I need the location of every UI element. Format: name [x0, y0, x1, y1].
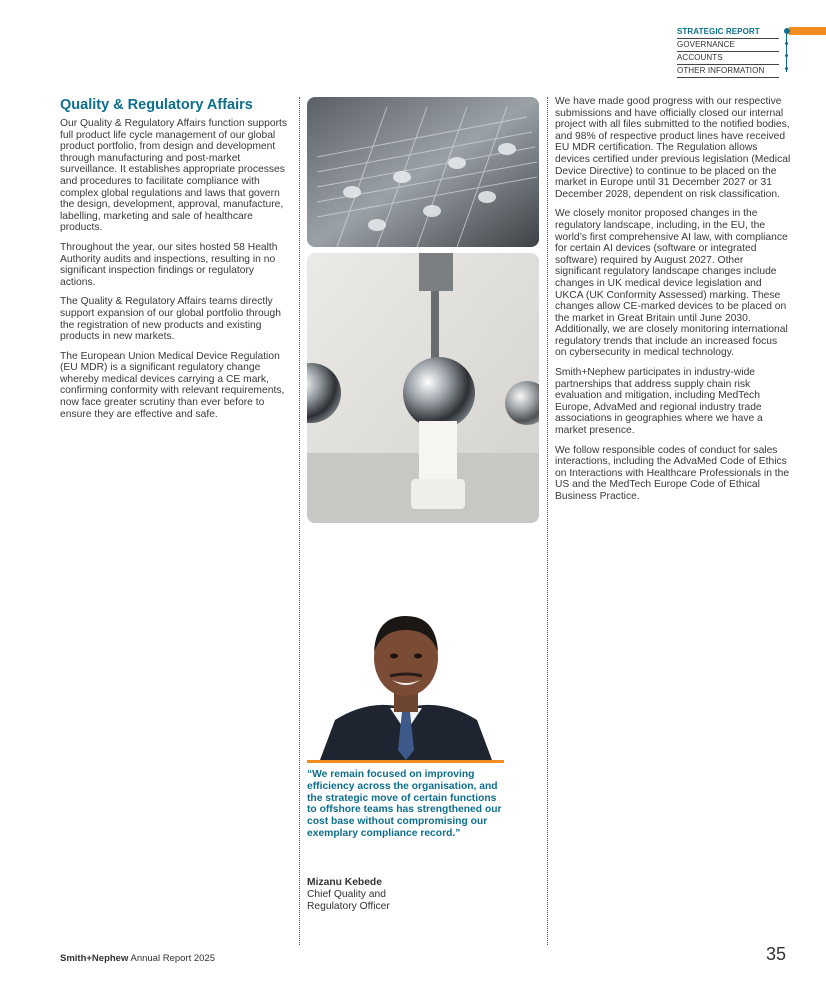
page-number: 35: [765, 944, 786, 964]
quote-attribution: [307, 877, 507, 912]
paragraph: We closely monitor proposed changes in the regulatory landscape, including, in the EU, the world’s first comprehensive AI law, with compliance for certain AI devices (software or integrated software) required by August 2027. Other significant regulatory landscape changes include changes in UK medical device legislation and UKCA (UK Conformity Assessed) marking. These changes allow CE-marked devices to be placed on the market in Great Britain until June 2030. Additionally, we are closely monitoring international regulatory trends that include an increased focus on cybersecurity in medical technology.: [555, 208, 788, 359]
nav-indicator-dot-active: [784, 28, 790, 34]
nav-accounts[interactable]: ACCOUNTS: [677, 52, 779, 65]
column-divider: [299, 97, 300, 945]
nav-indicator-line: [786, 32, 787, 72]
steel-tray-photo: [307, 97, 539, 247]
paragraph: The European Union Medical Device Regulation (EU MDR) is a significant regulatory change whereby medical devices carrying a CE mark, confirming conformity with relevant requirements, now face greater scrutiny than ever before to ensure they are effective and safe.: [60, 350, 285, 420]
active-section-tab: [789, 27, 826, 35]
column-left: [60, 97, 290, 428]
paragraph: Our Quality & Regulatory Affairs function supports full product life cycle management of our global product portfolio, from design and development through manufacturing and post-market surveillance. It establishes appropriate processes and procedures to facilitate compliance with complex global regulations and laws that govern the design, development, approval, manufacture, labelling, marketing and sale of healthcare products.: [60, 118, 288, 234]
nav-indicator-dot: [785, 42, 788, 45]
nav-other-information[interactable]: OTHER INFORMATION: [677, 65, 779, 78]
paragraph: Throughout the year, our sites hosted 58 Health Authority audits and inspections, resulting in no significant inspection findings or regulatory actions.: [60, 241, 278, 288]
paragraph: Smith+Nephew participates in industry-wide partnerships that address supply chain risk evaluation and mitigation, including MedTech Europe, AdvaMed and regional industry trade associations in geographies where we have a market presence.: [555, 367, 763, 437]
paragraph: The Quality & Regulatory Affairs teams directly support expansion of our global portfolio through the registration of new products and existing products in new markets.: [60, 296, 281, 343]
attribution-title: Chief Quality and Regulatory Officer: [307, 888, 390, 912]
executive-portrait: [310, 600, 502, 760]
nav-strategic-report[interactable]: STRATEGIC REPORT: [677, 26, 779, 39]
page-footer: [60, 953, 215, 964]
column-right: [555, 96, 791, 511]
section-navigation: [677, 26, 779, 78]
footer-report-title: Annual Report 2025: [128, 953, 215, 964]
paragraph: We have made good progress with our respective submissions and have officially closed our internal project with all files submitted to the notified bodies, and 98% of respective product lines have received EU MDR certification. The Regulation allows devices certified under previous legislation (Medical Device Directive) to continue to be placed on the market in Europe until 31 December 2027 or 31 December 2028, dependent on risk classification.: [555, 96, 791, 200]
footer-brand: Smith+Nephew: [60, 953, 129, 964]
column-divider: [547, 97, 548, 945]
nav-indicator-dot: [785, 67, 788, 70]
section-heading: Quality & Regulatory Affairs: [60, 97, 253, 113]
attribution-name: Mizanu Kebede: [307, 877, 382, 888]
quote-accent-rule: [307, 760, 504, 763]
nav-indicator-dot: [785, 54, 788, 57]
nav-governance[interactable]: GOVERNANCE: [677, 39, 779, 52]
paragraph: We follow responsible codes of conduct for sales interactions, including the AdvaMed Code of Ethics on Interactions with Healthcare Professionals in the US and the MedTech Europe Code of Ethical Business Practice.: [555, 444, 790, 502]
pull-quote: “We remain focused on improving efficiency across the organisation, and the strategic move of certain functions to offshore teams has strengthened our cost base without compromising our exemplary compliance record.”: [307, 769, 502, 839]
measurement-probe-photo: [307, 253, 539, 523]
